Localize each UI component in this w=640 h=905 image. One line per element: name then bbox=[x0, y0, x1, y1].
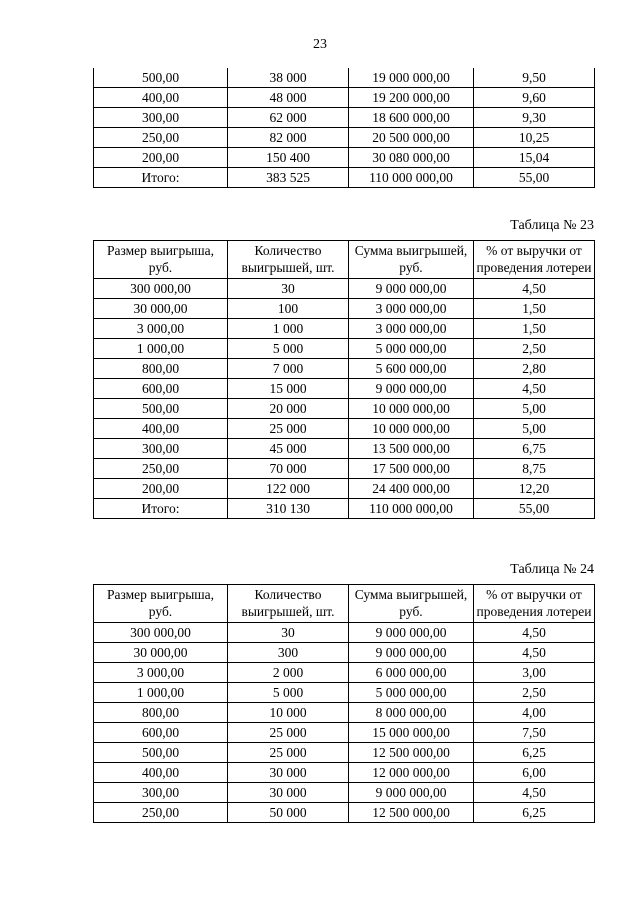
cell-revenue-percent: 9,60 bbox=[474, 88, 595, 108]
cell-revenue-percent: 2,50 bbox=[474, 339, 595, 359]
cell-prize-size: 300,00 bbox=[94, 439, 228, 459]
table-row bbox=[94, 108, 595, 128]
header-prize-sum: Сумма выигрышей, руб. bbox=[349, 241, 474, 279]
cell-prize-sum: 8 000 000,00 bbox=[349, 703, 474, 723]
cell-revenue-percent: 55,00 bbox=[474, 499, 595, 519]
cell-prize-size: 200,00 bbox=[94, 479, 228, 499]
cell-prize-size: Итого: bbox=[94, 499, 228, 519]
cell-prize-sum: 9 000 000,00 bbox=[349, 643, 474, 663]
cell-prize-count: 20 000 bbox=[228, 399, 349, 419]
cell-prize-size: 500,00 bbox=[94, 68, 228, 88]
cell-prize-size: 3 000,00 bbox=[94, 319, 228, 339]
header-revenue-percent: % от выручки от проведения лотереи bbox=[474, 585, 595, 623]
cell-prize-sum: 15 000 000,00 bbox=[349, 723, 474, 743]
cell-prize-count: 82 000 bbox=[228, 128, 349, 148]
cell-prize-size: 1 000,00 bbox=[94, 339, 228, 359]
cell-prize-sum: 19 000 000,00 bbox=[349, 68, 474, 88]
cell-revenue-percent: 6,25 bbox=[474, 803, 595, 823]
header-prize-sum: Сумма выигрышей, руб. bbox=[349, 585, 474, 623]
cell-prize-count: 5 000 bbox=[228, 339, 349, 359]
cell-prize-count: 30 000 bbox=[228, 783, 349, 803]
header-prize-size: Размер выигрыша, руб. bbox=[94, 585, 228, 623]
cell-prize-size: 300 000,00 bbox=[94, 279, 228, 299]
cell-prize-count: 50 000 bbox=[228, 803, 349, 823]
cell-prize-count: 310 130 bbox=[228, 499, 349, 519]
cell-revenue-percent: 2,50 bbox=[474, 683, 595, 703]
table-row bbox=[94, 663, 595, 683]
cell-revenue-percent: 5,00 bbox=[474, 419, 595, 439]
cell-prize-sum: 3 000 000,00 bbox=[349, 319, 474, 339]
cell-prize-size: 500,00 bbox=[94, 743, 228, 763]
cell-prize-count: 30 bbox=[228, 279, 349, 299]
cell-prize-size: 200,00 bbox=[94, 148, 228, 168]
cell-prize-sum: 10 000 000,00 bbox=[349, 399, 474, 419]
cell-prize-count: 150 400 bbox=[228, 148, 349, 168]
table-row bbox=[94, 723, 595, 743]
cell-revenue-percent: 4,00 bbox=[474, 703, 595, 723]
table-caption-23: Таблица № 23 bbox=[510, 218, 594, 233]
cell-prize-count: 300 bbox=[228, 643, 349, 663]
cell-revenue-percent: 12,20 bbox=[474, 479, 595, 499]
cell-prize-sum: 5 000 000,00 bbox=[349, 683, 474, 703]
cell-prize-sum: 30 080 000,00 bbox=[349, 148, 474, 168]
cell-prize-size: 3 000,00 bbox=[94, 663, 228, 683]
cell-prize-size: 1 000,00 bbox=[94, 683, 228, 703]
cell-prize-size: 800,00 bbox=[94, 359, 228, 379]
cell-revenue-percent: 1,50 bbox=[474, 319, 595, 339]
cell-prize-sum: 12 500 000,00 bbox=[349, 803, 474, 823]
cell-prize-count: 5 000 bbox=[228, 683, 349, 703]
table-row bbox=[94, 399, 595, 419]
cell-revenue-percent: 6,00 bbox=[474, 763, 595, 783]
cell-prize-size: Итого: bbox=[94, 168, 228, 188]
cell-prize-sum: 17 500 000,00 bbox=[349, 459, 474, 479]
table-total-row bbox=[94, 499, 595, 519]
cell-prize-count: 25 000 bbox=[228, 419, 349, 439]
cell-prize-count: 30 000 bbox=[228, 763, 349, 783]
table-row bbox=[94, 379, 595, 399]
cell-prize-count: 383 525 bbox=[228, 168, 349, 188]
cell-prize-sum: 110 000 000,00 bbox=[349, 499, 474, 519]
table-caption-24: Таблица № 24 bbox=[510, 562, 594, 577]
cell-prize-size: 30 000,00 bbox=[94, 299, 228, 319]
cell-prize-count: 122 000 bbox=[228, 479, 349, 499]
cell-prize-size: 300,00 bbox=[94, 108, 228, 128]
cell-prize-size: 400,00 bbox=[94, 763, 228, 783]
table-row bbox=[94, 339, 595, 359]
cell-prize-sum: 3 000 000,00 bbox=[349, 299, 474, 319]
header-revenue-percent: % от выручки от проведения лотереи bbox=[474, 241, 595, 279]
cell-prize-size: 400,00 bbox=[94, 419, 228, 439]
cell-revenue-percent: 4,50 bbox=[474, 783, 595, 803]
table-row bbox=[94, 763, 595, 783]
cell-prize-sum: 5 000 000,00 bbox=[349, 339, 474, 359]
cell-prize-sum: 18 600 000,00 bbox=[349, 108, 474, 128]
cell-revenue-percent: 4,50 bbox=[474, 623, 595, 643]
table-row bbox=[94, 419, 595, 439]
cell-prize-sum: 5 600 000,00 bbox=[349, 359, 474, 379]
cell-prize-sum: 24 400 000,00 bbox=[349, 479, 474, 499]
cell-revenue-percent: 2,80 bbox=[474, 359, 595, 379]
cell-prize-sum: 9 000 000,00 bbox=[349, 783, 474, 803]
cell-prize-count: 70 000 bbox=[228, 459, 349, 479]
table-row bbox=[94, 68, 595, 88]
cell-revenue-percent: 4,50 bbox=[474, 279, 595, 299]
cell-prize-sum: 9 000 000,00 bbox=[349, 379, 474, 399]
cell-prize-size: 600,00 bbox=[94, 723, 228, 743]
cell-prize-sum: 20 500 000,00 bbox=[349, 128, 474, 148]
cell-revenue-percent: 6,25 bbox=[474, 743, 595, 763]
cell-revenue-percent: 7,50 bbox=[474, 723, 595, 743]
cell-prize-sum: 10 000 000,00 bbox=[349, 419, 474, 439]
cell-revenue-percent: 4,50 bbox=[474, 379, 595, 399]
cell-prize-size: 250,00 bbox=[94, 128, 228, 148]
cell-prize-count: 1 000 bbox=[228, 319, 349, 339]
table-row bbox=[94, 299, 595, 319]
cell-revenue-percent: 1,50 bbox=[474, 299, 595, 319]
page-number: 23 bbox=[313, 37, 327, 52]
cell-prize-sum: 12 000 000,00 bbox=[349, 763, 474, 783]
table-row bbox=[94, 623, 595, 643]
cell-revenue-percent: 9,50 bbox=[474, 68, 595, 88]
cell-revenue-percent: 15,04 bbox=[474, 148, 595, 168]
header-prize-count: Количество выигрышей, шт. bbox=[228, 585, 349, 623]
cell-prize-size: 400,00 bbox=[94, 88, 228, 108]
cell-prize-count: 15 000 bbox=[228, 379, 349, 399]
cell-prize-sum: 12 500 000,00 bbox=[349, 743, 474, 763]
cell-prize-size: 800,00 bbox=[94, 703, 228, 723]
cell-revenue-percent: 3,00 bbox=[474, 663, 595, 683]
prize-table-24 bbox=[93, 584, 595, 823]
cell-revenue-percent: 8,75 bbox=[474, 459, 595, 479]
table-row bbox=[94, 459, 595, 479]
table-row bbox=[94, 479, 595, 499]
table-row bbox=[94, 783, 595, 803]
cell-prize-sum: 13 500 000,00 bbox=[349, 439, 474, 459]
table-row bbox=[94, 88, 595, 108]
cell-prize-count: 10 000 bbox=[228, 703, 349, 723]
cell-prize-sum: 110 000 000,00 bbox=[349, 168, 474, 188]
cell-prize-count: 38 000 bbox=[228, 68, 349, 88]
table-row bbox=[94, 703, 595, 723]
cell-prize-size: 250,00 bbox=[94, 459, 228, 479]
cell-prize-size: 250,00 bbox=[94, 803, 228, 823]
cell-prize-count: 45 000 bbox=[228, 439, 349, 459]
cell-revenue-percent: 55,00 bbox=[474, 168, 595, 188]
table-row bbox=[94, 279, 595, 299]
table-row bbox=[94, 359, 595, 379]
cell-revenue-percent: 9,30 bbox=[474, 108, 595, 128]
cell-prize-count: 25 000 bbox=[228, 743, 349, 763]
cell-prize-size: 600,00 bbox=[94, 379, 228, 399]
cell-prize-count: 48 000 bbox=[228, 88, 349, 108]
table-header-row bbox=[94, 585, 595, 623]
continued-prize-table bbox=[93, 68, 595, 188]
cell-prize-count: 7 000 bbox=[228, 359, 349, 379]
header-prize-size: Размер выигрыша, руб. bbox=[94, 241, 228, 279]
table-row bbox=[94, 743, 595, 763]
table-row bbox=[94, 439, 595, 459]
cell-prize-sum: 9 000 000,00 bbox=[349, 279, 474, 299]
cell-prize-sum: 9 000 000,00 bbox=[349, 623, 474, 643]
cell-prize-count: 30 bbox=[228, 623, 349, 643]
table-row bbox=[94, 128, 595, 148]
table-header-row bbox=[94, 241, 595, 279]
cell-prize-sum: 6 000 000,00 bbox=[349, 663, 474, 683]
cell-revenue-percent: 10,25 bbox=[474, 128, 595, 148]
cell-revenue-percent: 5,00 bbox=[474, 399, 595, 419]
cell-prize-count: 2 000 bbox=[228, 663, 349, 683]
cell-prize-size: 300 000,00 bbox=[94, 623, 228, 643]
cell-prize-count: 100 bbox=[228, 299, 349, 319]
cell-revenue-percent: 6,75 bbox=[474, 439, 595, 459]
cell-prize-size: 500,00 bbox=[94, 399, 228, 419]
cell-prize-size: 30 000,00 bbox=[94, 643, 228, 663]
cell-prize-count: 62 000 bbox=[228, 108, 349, 128]
prize-table-23 bbox=[93, 240, 595, 519]
table-row bbox=[94, 643, 595, 663]
cell-prize-size: 300,00 bbox=[94, 783, 228, 803]
table-row bbox=[94, 148, 595, 168]
table-row bbox=[94, 683, 595, 703]
header-prize-count: Количество выигрышей, шт. bbox=[228, 241, 349, 279]
table-total-row bbox=[94, 168, 595, 188]
table-row bbox=[94, 319, 595, 339]
table-row bbox=[94, 803, 595, 823]
cell-prize-count: 25 000 bbox=[228, 723, 349, 743]
cell-revenue-percent: 4,50 bbox=[474, 643, 595, 663]
cell-prize-sum: 19 200 000,00 bbox=[349, 88, 474, 108]
